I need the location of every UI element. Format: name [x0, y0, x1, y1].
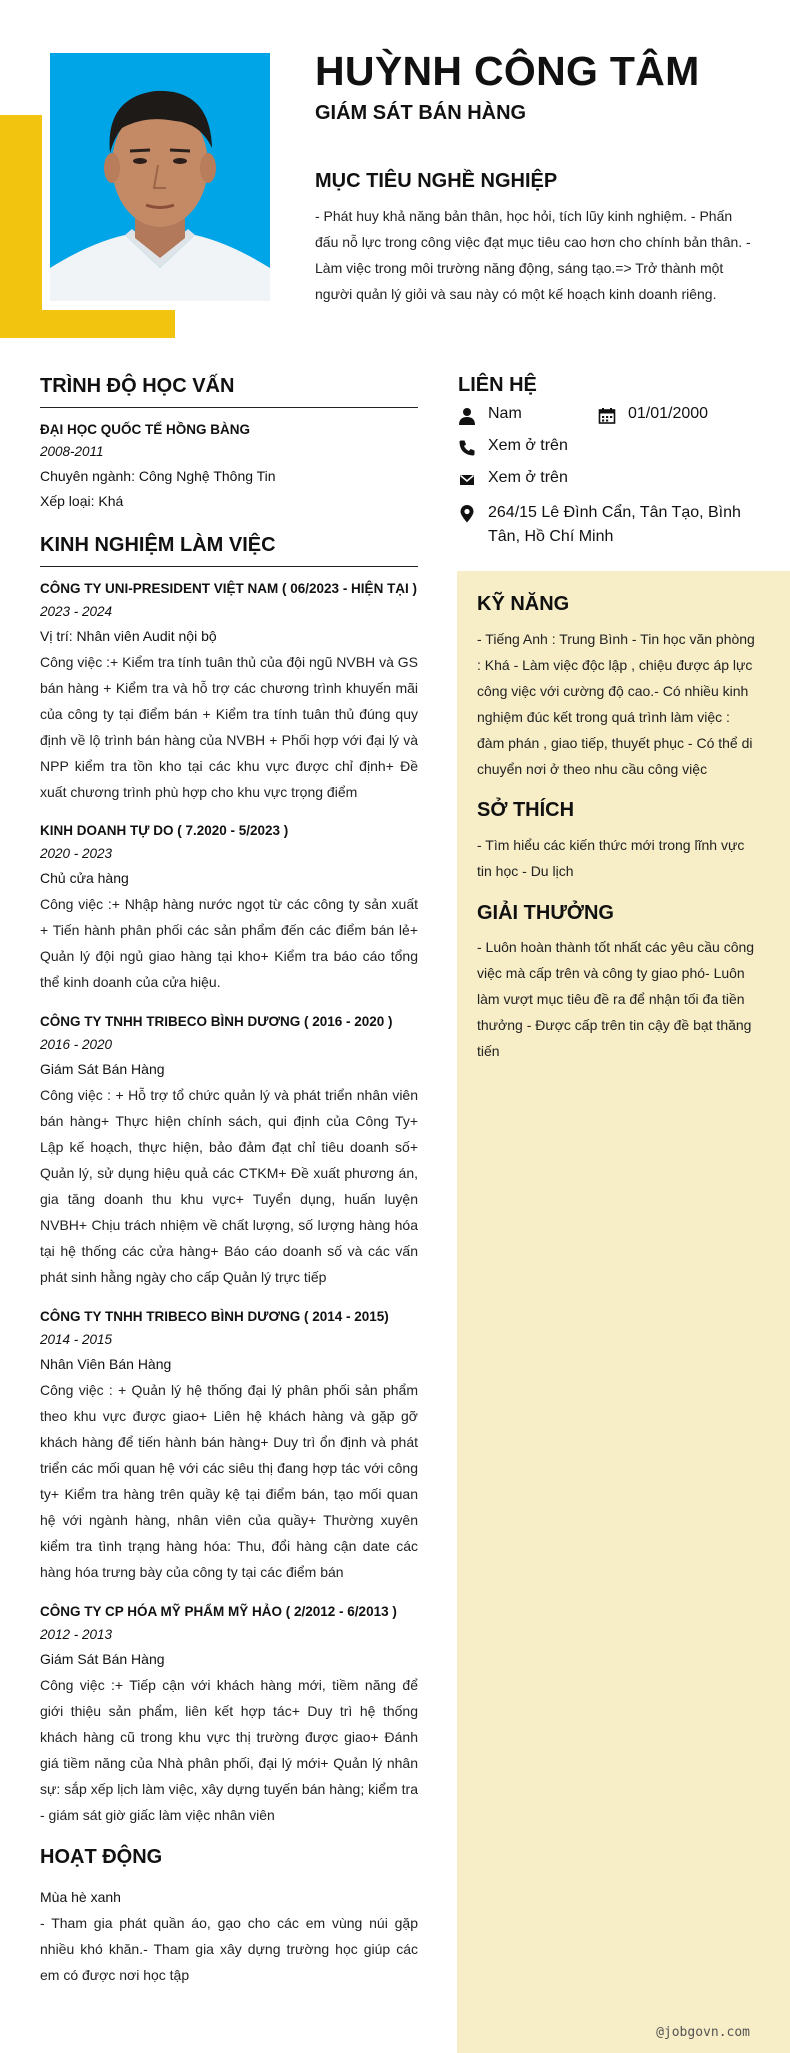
job-title: GIÁM SÁT BÁN HÀNG: [315, 102, 527, 124]
company-name: KINH DOANH TỰ DO ( 7.2020 - 5/2023 ): [40, 823, 289, 838]
skills-heading: KỸ NĂNG: [477, 593, 570, 615]
watermark: @jobgovn.com: [656, 2025, 750, 2040]
experience-rule: [40, 566, 418, 567]
profile-photo: [50, 53, 270, 301]
work-years: 2020 - 2023: [40, 846, 113, 861]
experience-item: [40, 820, 418, 995]
work-years: 2014 - 2015: [40, 1332, 113, 1347]
education-major: Chuyên ngành: Công Nghệ Thông Tin: [40, 468, 276, 484]
contact-heading: LIÊN HỆ: [458, 374, 537, 396]
company-name: CÔNG TY CP HÓA MỸ PHẨM MỸ HẢO ( 2/2012 - 6/2013 ): [40, 1604, 397, 1619]
experience-item: [40, 1601, 418, 1828]
work-description: Công việc : + Quản lý hệ thống đại lý phân phối sản phẩm theo khu vực được giao+ Liên hệ khách hàng và gặp gỡ khách hàng để tiến hành bán hàng+ Duy trì ổn định và phát triển các mối quan hệ với các siêu thị đang hợp tác với công ty+ Kiểm tra hàng trên quầy kệ tại điểm bán, tạo mối quan hệ với ngành hàng, nhân viên của quầy+ Thường xuyên kiểm tra tình trạng hàng hóa: Thu, đổi hàng cận date các hàng hóa trưng bày của công ty tại các điểm bán: [40, 1382, 418, 1580]
hobbies-heading: SỞ THÍCH: [477, 799, 575, 821]
email-icon: [458, 471, 476, 489]
hobbies-text: - Tìm hiểu các kiến thức mới trong lĩnh vực tin học - Du lịch: [477, 837, 745, 879]
work-description: Công việc :+ Tiếp cận với khách hàng mới, tiềm năng để giới thiệu sản phẩm, liên kết hợp tác+ Duy trì hệ thống khách hàng cũ trong khu vực thị trường được giao+ Đánh giá tiềm năng của Nhà phân phối, đại lý mới+ Quản lý nhân sự: sắp xếp lịch làm việc, xây dựng tuyến bán hàng; kiểm tra - giám sát giờ giấc làm việc nhân viên: [40, 1677, 418, 1823]
activity-title: Mùa hè xanh: [40, 1889, 121, 1905]
awards-heading: GIẢI THƯỞNG: [477, 902, 614, 924]
company-name: CÔNG TY TNHH TRIBECO BÌNH DƯƠNG ( 2014 - 2015): [40, 1309, 389, 1324]
side-panel: [457, 571, 790, 2053]
awards-text: - Luôn hoàn thành tốt nhất các yêu cầu công việc mà cấp trên và công ty giao phó- Luôn làm vượt mục tiêu đề ra để nhận tối đa tiền thưởng - Được cấp trên tin cậy đề bạt thăng tiến: [477, 939, 755, 1059]
school-name: ĐẠI HỌC QUỐC TẾ HỒNG BÀNG: [40, 422, 251, 437]
activities-block: [40, 1884, 418, 1988]
experience-heading: KINH NGHIỆM LÀM VIỆC: [40, 534, 276, 556]
contact-address: 264/15 Lê Đình Cẩn, Tân Tạo, Bình Tân, Hồ Chí Minh: [488, 504, 741, 545]
education-rule: [40, 407, 418, 408]
education-years: 2008-2011: [40, 444, 104, 459]
work-role: Chủ cửa hàng: [40, 870, 129, 886]
contact-email: Xem ở trên: [488, 469, 568, 486]
work-years: 2012 - 2013: [40, 1627, 113, 1642]
activities-heading: HOẠT ĐỘNG: [40, 1846, 163, 1868]
contact-gender-row: [458, 405, 522, 425]
work-role: Giám Sát Bán Hàng: [40, 1651, 165, 1667]
experience-item: [40, 1306, 418, 1585]
person-icon: [458, 407, 476, 425]
contact-phone-row: [458, 437, 568, 457]
contact-gender: Nam: [488, 405, 522, 422]
contact-phone: Xem ở trên: [488, 437, 568, 454]
phone-icon: [458, 439, 476, 457]
location-icon: [458, 505, 476, 523]
calendar-icon: [598, 407, 616, 425]
work-years: 2016 - 2020: [40, 1037, 113, 1052]
contact-dob-row: [598, 405, 708, 425]
company-name: CÔNG TY TNHH TRIBECO BÌNH DƯƠNG ( 2016 - 2020 ): [40, 1014, 393, 1029]
contact-dob: 01/01/2000: [628, 405, 709, 422]
work-years: 2023 - 2024: [40, 604, 113, 619]
education-grade: Xếp loại: Khá: [40, 493, 124, 509]
work-description: Công việc : + Hỗ trợ tổ chức quản lý và phát triển nhân viên bán hàng+ Thực hiện chính sách, qui định của Công Ty+ Lập kế hoạch, thực hiện, bảo đảm đạt chỉ tiêu doanh số+ Quản lý, sử dụng hiệu quả các CTKM+ Đề xuất phương án, gia tăng doanh thu khu vực+ Tuyển dụng, huấn luyện NVBH+ Chịu trách nhiệm về chất lượng, số lượng hàng hóa tại hệ thống các cửa hàng+ Báo cáo doanh số và các vấn phát sinh hằng ngày cho cấp Quản lý trực tiếp: [40, 1087, 418, 1285]
work-description: Công việc :+ Kiểm tra tính tuân thủ của đội ngũ NVBH và GS bán hàng + Kiểm tra và hỗ trợ các chương trình khuyến mãi của công ty tại điểm bán + Kiểm tra tính tuân thủ đúng quy định về lộ trình bán hàng của NVBH + Phối hợp với đại lý và NPP kiểm tra tồn kho tại các khu vực được chỉ định+ Đề xuất chương trình phù hợp cho khu vực trọng điểm: [40, 654, 418, 800]
accent-strip: [0, 310, 175, 338]
accent-bar: [0, 115, 42, 338]
skills-text: - Tiếng Anh : Trung Bình - Tin học văn phòng : Khá - Làm việc độc lập , chiệu được áp lực công việc với cường độ cao.- Có nhiều kinh nghiệm đúc kết trong quá trình làm việc : đàm phán , giao tiếp, thuyết phục - Có thể di chuyển nơi ở theo nhu cầu công việc: [477, 631, 755, 777]
objective-heading: MỤC TIÊU NGHỀ NGHIỆP: [315, 170, 558, 192]
experience-item: [40, 1011, 418, 1290]
work-description: Công việc :+ Nhập hàng nước ngọt từ các công ty sản xuất + Tiến hành phân phối các sản phẩm đến các điểm bán lẻ+ Quản lý đội ngủ giao hàng tại kho+ Kiểm tra báo cáo tổng thể kinh doanh của cửa hiệu.: [40, 896, 418, 990]
company-name: CÔNG TY UNI-PRESIDENT VIỆT NAM ( 06/2023 - HIỆN TẠI ): [40, 581, 418, 596]
objective-text: - Phát huy khả năng bản thân, học hỏi, tích lũy kinh nghiệm. - Phấn đấu nỗ lực trong công việc đạt mục tiêu cao hơn cho chính bản thân. - Làm việc trong môi trường năng động, sáng tạo.=> Trở thành một người quản lý giỏi và sau này có một kế hoạch kinh doanh riêng.: [315, 208, 751, 302]
activity-description: - Tham gia phát quần áo, gạo cho các em vùng núi gặp nhiều khó khăn.- Tham gia xây dựng trường học giúp các em có được nơi học tập: [40, 1915, 418, 1983]
work-role: Giám Sát Bán Hàng: [40, 1061, 165, 1077]
experience-item: [40, 578, 418, 805]
education-block: [40, 420, 418, 514]
candidate-name: HUỲNH CÔNG TÂM: [315, 48, 700, 94]
contact-email-row: [458, 469, 568, 489]
work-role: Nhân Viên Bán Hàng: [40, 1356, 172, 1372]
education-heading: TRÌNH ĐỘ HỌC VẤN: [40, 375, 235, 397]
work-role: Vị trí: Nhân viên Audit nội bộ: [40, 628, 217, 644]
contact-address-row: [458, 501, 748, 549]
